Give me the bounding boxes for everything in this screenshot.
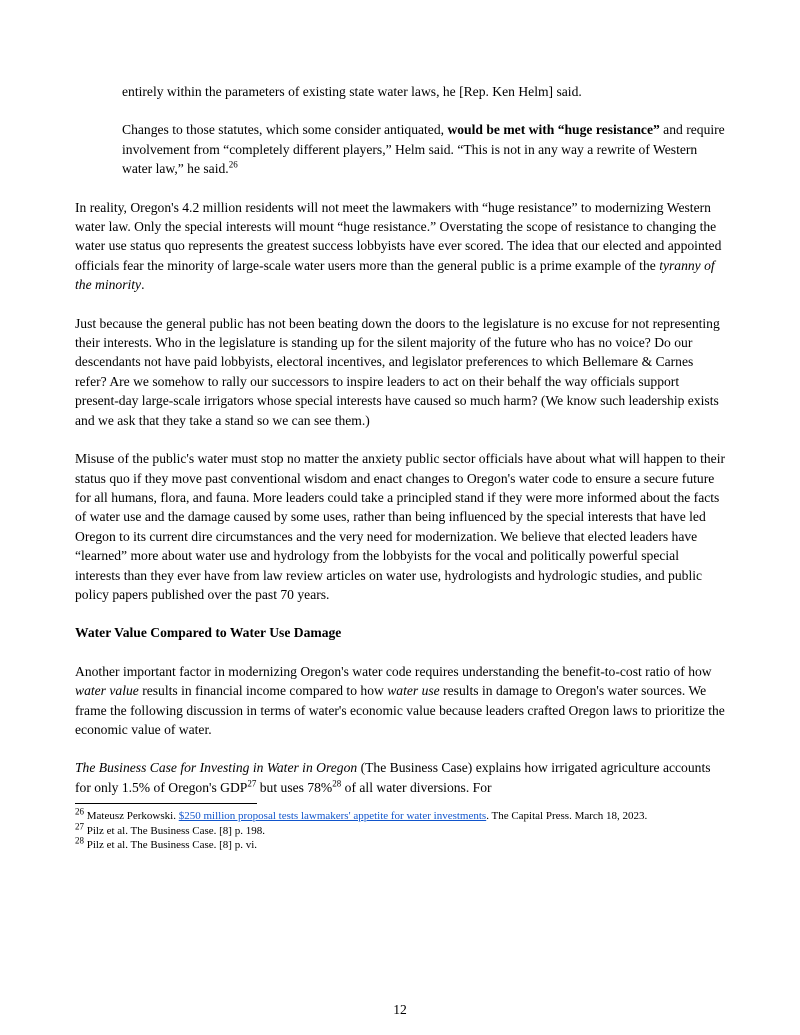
text-segment: tyranny of the minority (75, 257, 715, 293)
text-segment: Mateusz Perkowski. (84, 810, 179, 823)
text-segment: Changes to those statutes, which some consider antiquated, (122, 122, 448, 138)
footnote-ref: 27 (75, 821, 84, 832)
body-paragraph (75, 662, 725, 740)
footnotes-section (75, 803, 725, 853)
text-segment: . The Capital Press. March 18, 2023. (486, 810, 648, 823)
footnote-ref: 28 (332, 778, 342, 789)
footnote (75, 821, 725, 839)
text-segment: water use (387, 683, 440, 699)
text-segment: Pilz et al. The Business Case. [8] p. 198. (84, 824, 265, 837)
text-segment: The Business Case for Investing in Water in Oregon (75, 760, 358, 776)
body-paragraph (75, 198, 725, 295)
footnote (75, 835, 725, 853)
text-segment: would be met with “huge resistance” (447, 122, 660, 138)
text-segment: but uses 78% (256, 779, 333, 795)
quote-paragraph (122, 120, 725, 178)
body-paragraph (75, 314, 725, 430)
text-segment: In reality, Oregon's 4.2 million residents will not meet the lawmakers with “huge resistance” to modernizing Western water law. Only the special interests will mount “huge resistance.” Overstating the scope of resistance to changing the water use status quo represents the greatest success lobbyists have ever scored. The idea that our elected and appointed officials fear the minority of large-scale water users more than the general public is a prime example of the (75, 199, 722, 273)
text-segment: and require involvement from “completely different players,” Helm said. “This is not in any way a rewrite of Western water law,” he said. (122, 122, 725, 177)
footnote-separator-rule (75, 803, 257, 804)
text-segment: water value (75, 683, 139, 699)
text-segment: . (141, 277, 145, 293)
footnote-link[interactable]: $250 million proposal tests lawmakers' appetite for water investments (178, 810, 487, 823)
text-segment: Pilz et al. The Business Case. [8] p. vi. (84, 839, 258, 852)
text-segment: Misuse of the public's water must stop no matter the anxiety public sector officials have about what will happen to their status quo if they move past conventional wisdom and enact changes to Oregon's water code to ensure a secure future for all humans, flora, and fauna. More leaders could take a principled stand if they were more informed about the facts of water use and the damage caused by some uses, rather than being influenced by the special interests that have led Oregon to its current dire circumstances and the very need for modernization. We believe that elected leaders have “learned” more about water use and hydrology from the lobbyists for the vocal and politically powerful special interests than they ever have from law review articles on water use, hydrologists and hydrologic studies, and public policy papers published over the past 70 years. (75, 451, 726, 602)
page-number: 12 (393, 1001, 407, 1017)
footnote-ref: 27 (247, 778, 257, 789)
body-paragraph (75, 758, 725, 797)
text-segment: results in damage to Oregon's water sources. We frame the following discussion in terms of water's economic value because leaders crafted Oregon laws to prioritize the economic value of water. (75, 683, 725, 737)
quote-paragraph (122, 82, 725, 101)
text-segment: Another important factor in modernizing Oregon's water code requires understanding the benefit-to-cost ratio of how (75, 663, 712, 679)
section-heading: Water Value Compared to Water Use Damage (75, 625, 342, 641)
block-quote (122, 82, 725, 179)
text-segment: results in financial income compared to how (138, 683, 388, 699)
text-segment: of all water diversions. For (341, 779, 492, 795)
footnote-ref: 26 (75, 806, 84, 817)
text-segment: Just because the general public has not been beating down the doors to the legislature is no excuse for not representing their interests. Who in the legislature is standing up for the silent majority of the future who has no voice? Do our descendants not have paid lobbyists, electoral incentives, and legislator preferences to which Bellemare & Carnes refer? Are we somehow to rally our successors to inspire leaders to act on their behalf the way officials support present-day large-scale irrigators whose special interests have caused so much harm? (We know such leadership exists and we ask that they take a stand so we can see them.) (75, 315, 720, 428)
text-segment: (The Business Case) explains how irrigated agriculture accounts for only 1.5% of Oregon's GDP (75, 760, 711, 795)
text-segment: entirely within the parameters of existing state water laws, he [Rep. Ken Helm] said. (122, 84, 582, 99)
footnote-ref: 28 (75, 835, 84, 846)
body-paragraph (75, 449, 725, 604)
footnote (75, 806, 725, 824)
footnote-ref: 26 (228, 159, 238, 170)
